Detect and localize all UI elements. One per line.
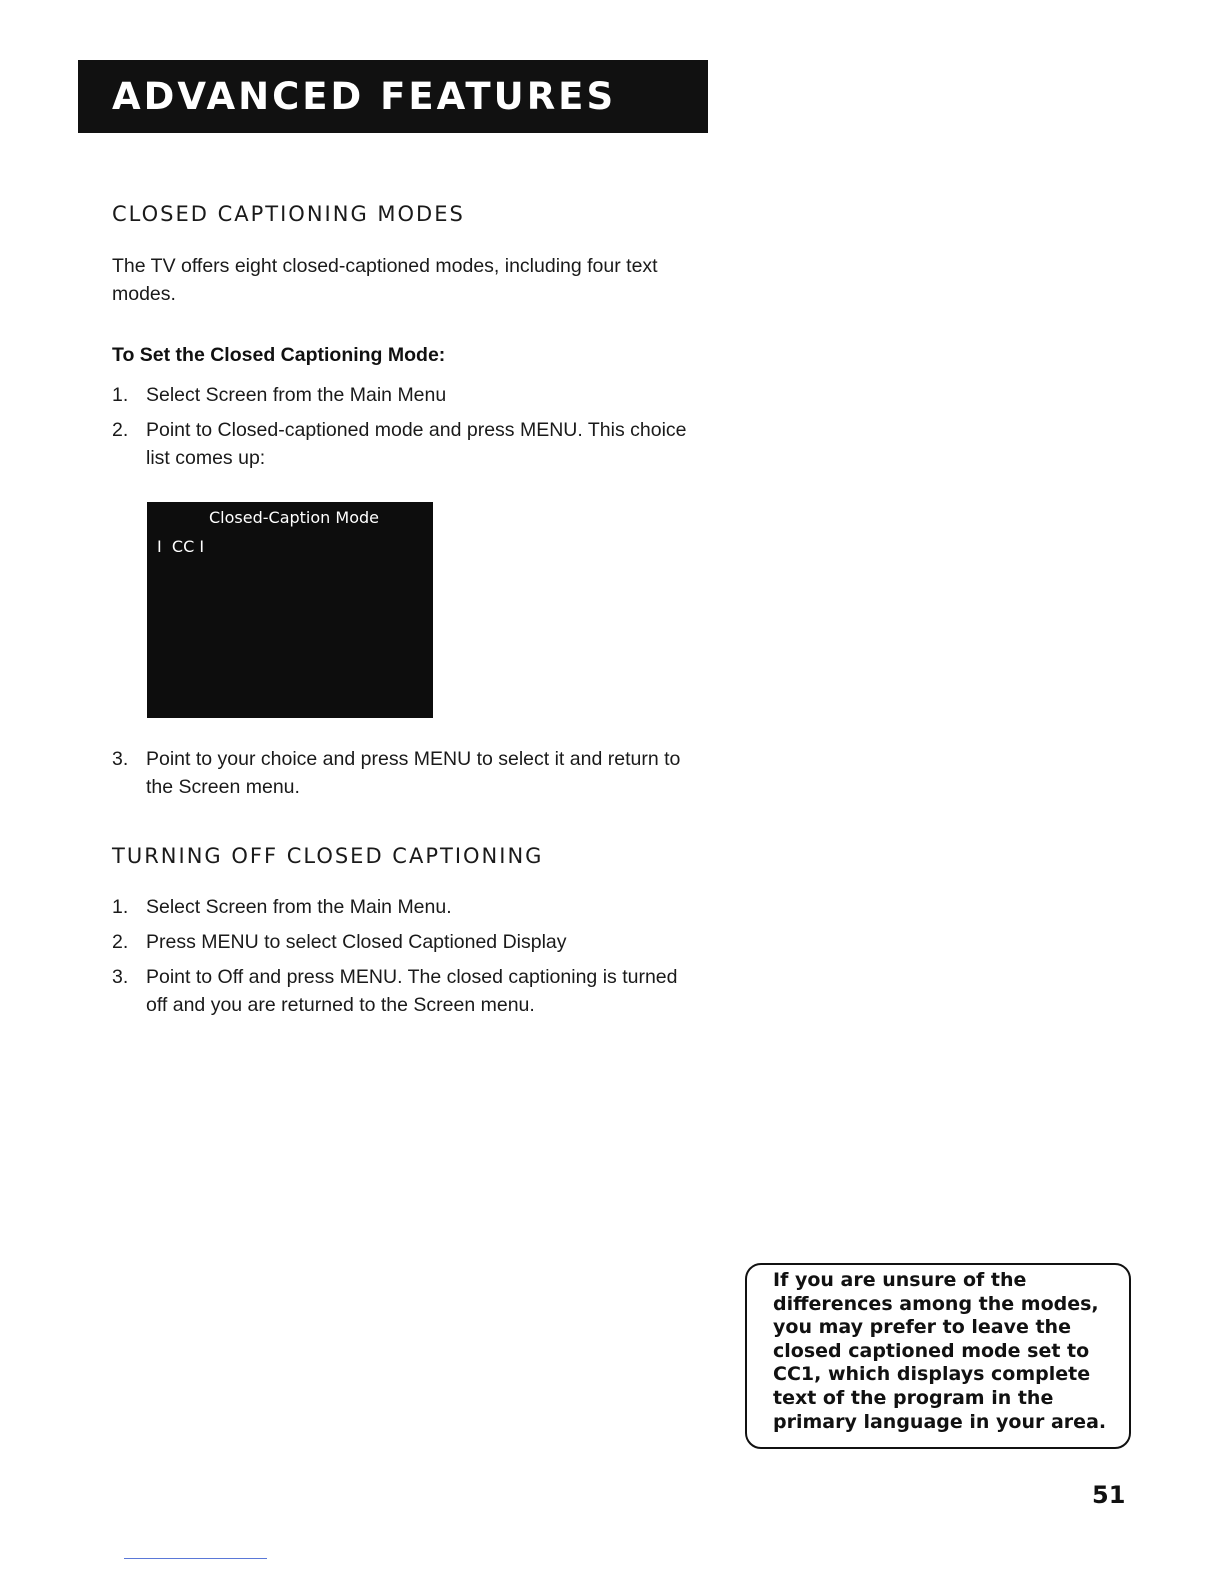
tip-note-box	[745, 1263, 1131, 1449]
set-mode-step-2	[112, 416, 702, 472]
banner-title: ADVANCED FEATURES	[112, 75, 617, 118]
step-text: Point to Off and press MENU. The closed captioning is turned off and you are returned to the Screen menu.	[146, 966, 678, 1016]
closed-captioning-modes-heading: CLOSED CAPTIONING MODES	[112, 202, 465, 226]
set-mode-subheading: To Set the Closed Captioning Mode:	[112, 344, 446, 366]
turn-off-step-1	[112, 893, 702, 921]
step-number: 1.	[112, 384, 129, 406]
step-text: Select Screen from the Main Menu.	[146, 896, 452, 918]
step-number: 2.	[112, 419, 129, 441]
step-text: Point to Closed-captioned mode and press MENU. This choice list comes up:	[146, 419, 687, 469]
turn-off-step-2	[112, 928, 702, 956]
set-mode-step-1	[112, 381, 702, 409]
closed-caption-mode-screen	[147, 502, 433, 718]
intro-paragraph: The TV offers eight closed-captioned modes, including four text modes.	[112, 255, 658, 305]
tip-note-text: If you are unsure of the differences among the modes, you may prefer to leave the closed captioned mode set to CC1, which displays complete text of the program in the primary language in your area.	[773, 1269, 1107, 1433]
screen-menu-option: I CC I	[157, 537, 205, 556]
set-mode-step-3	[112, 745, 702, 801]
bottom-rule	[124, 1558, 267, 1559]
step-number: 3.	[112, 748, 129, 770]
step-text: Select Screen from the Main Menu	[146, 384, 447, 406]
turning-off-heading: TURNING OFF CLOSED CAPTIONING	[112, 844, 544, 868]
step-number: 3.	[112, 966, 129, 988]
step-number: 2.	[112, 931, 129, 953]
screen-menu-title: Closed-Caption Mode	[209, 508, 379, 527]
step-text: Press MENU to select Closed Captioned Display	[146, 931, 567, 953]
step-text: Point to your choice and press MENU to select it and return to the Screen menu.	[146, 748, 681, 798]
turn-off-step-3	[112, 963, 702, 1019]
page-number: 51	[1092, 1481, 1126, 1509]
step-number: 1.	[112, 896, 129, 918]
section-banner	[78, 60, 708, 133]
